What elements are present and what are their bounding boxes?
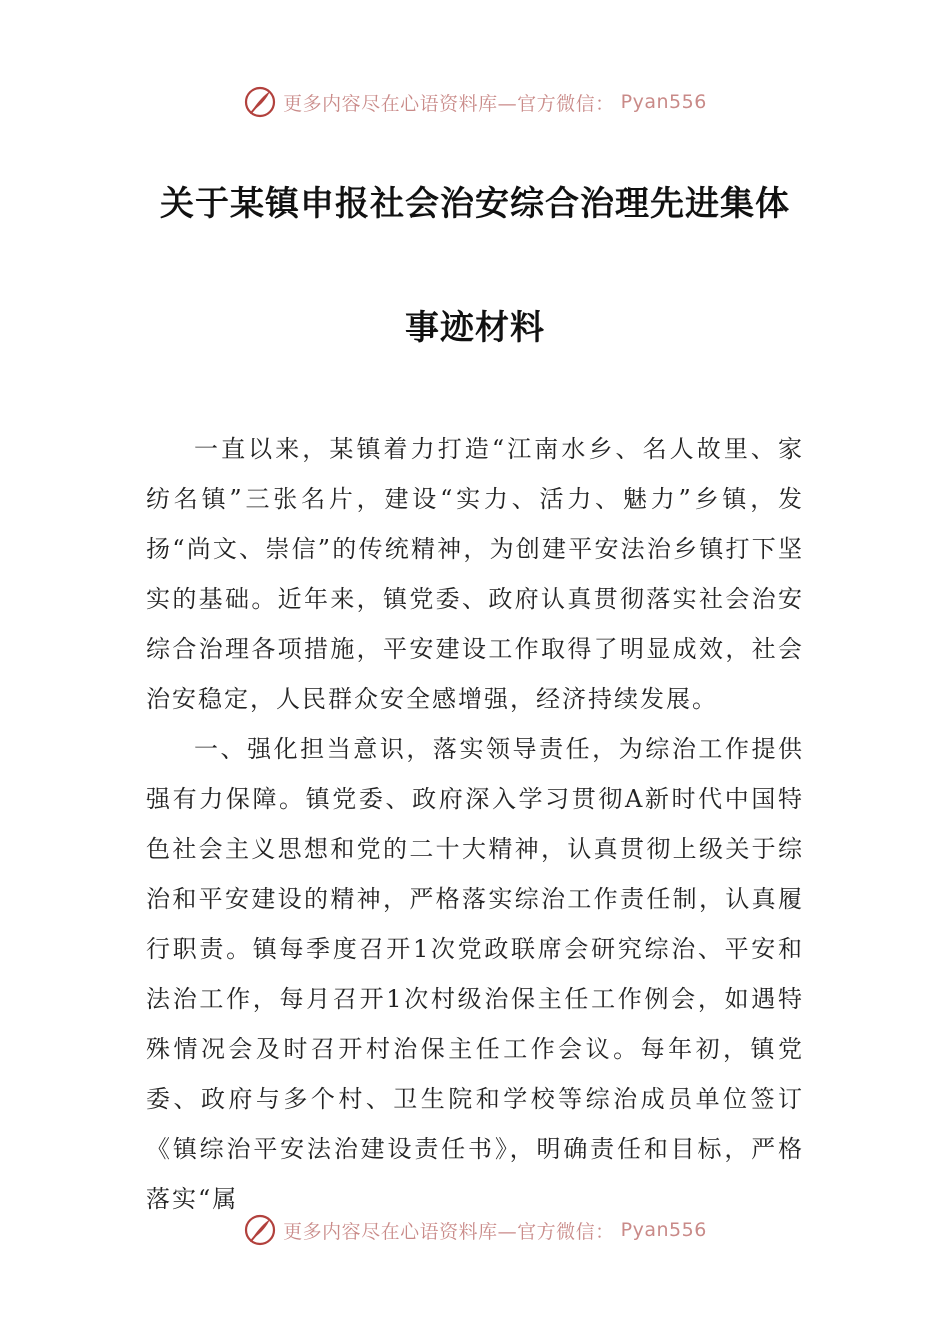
document-title-line2: 事迹材料 bbox=[405, 308, 545, 348]
watermark-account: Pyan556 bbox=[620, 91, 707, 113]
quill-pen-logo-icon bbox=[243, 1213, 277, 1247]
paragraph-section-1: 一、强化担当意识，落实领导责任，为综治工作提供强有力保障。镇党委、政府深入学习贯彻A新时代中国特色社会主义思想和党的二十大精神，认真贯彻上级关于综治和平安建设的精神，严格落实综治工作责任制，认真履行职责。镇每季度召开1次党政联席会研究综治、平安和法治工作，每月召开1次村级治保主任工作例会，如遇特殊情况会及时召开村治保主任工作会议。每年初，镇党委、政府与多个村、卫生院和学校等综治成员单位签订《镇综治平安法治建设责任书》，明确责任和目标，严格落实“属 bbox=[146, 735, 804, 1213]
watermark-text: 更多内容尽在心语资料库—官方微信： bbox=[283, 1220, 615, 1243]
watermark-account: Pyan556 bbox=[620, 1219, 707, 1241]
watermark-text: 更多内容尽在心语资料库—官方微信： bbox=[283, 92, 615, 115]
watermark-footer bbox=[0, 1210, 950, 1250]
paragraph-intro: 一直以来，某镇着力打造“江南水乡、名人故里、家纺名镇”三张名片，建设“实力、活力、魅力”乡镇，发扬“尚文、崇信”的传统精神，为创建平安法治乡镇打下坚实的基础。近年来，镇党委、政府认真贯彻落实社会治安综合治理各项措施，平安建设工作取得了明显成效，社会治安稳定，人民群众安全感增强，经济持续发展。 bbox=[146, 435, 804, 713]
document-title-line1: 关于某镇申报社会治安综合治理先进集体 bbox=[160, 184, 790, 224]
quill-pen-logo-icon bbox=[243, 85, 277, 119]
document-body bbox=[146, 424, 804, 1224]
watermark-header bbox=[0, 82, 950, 122]
